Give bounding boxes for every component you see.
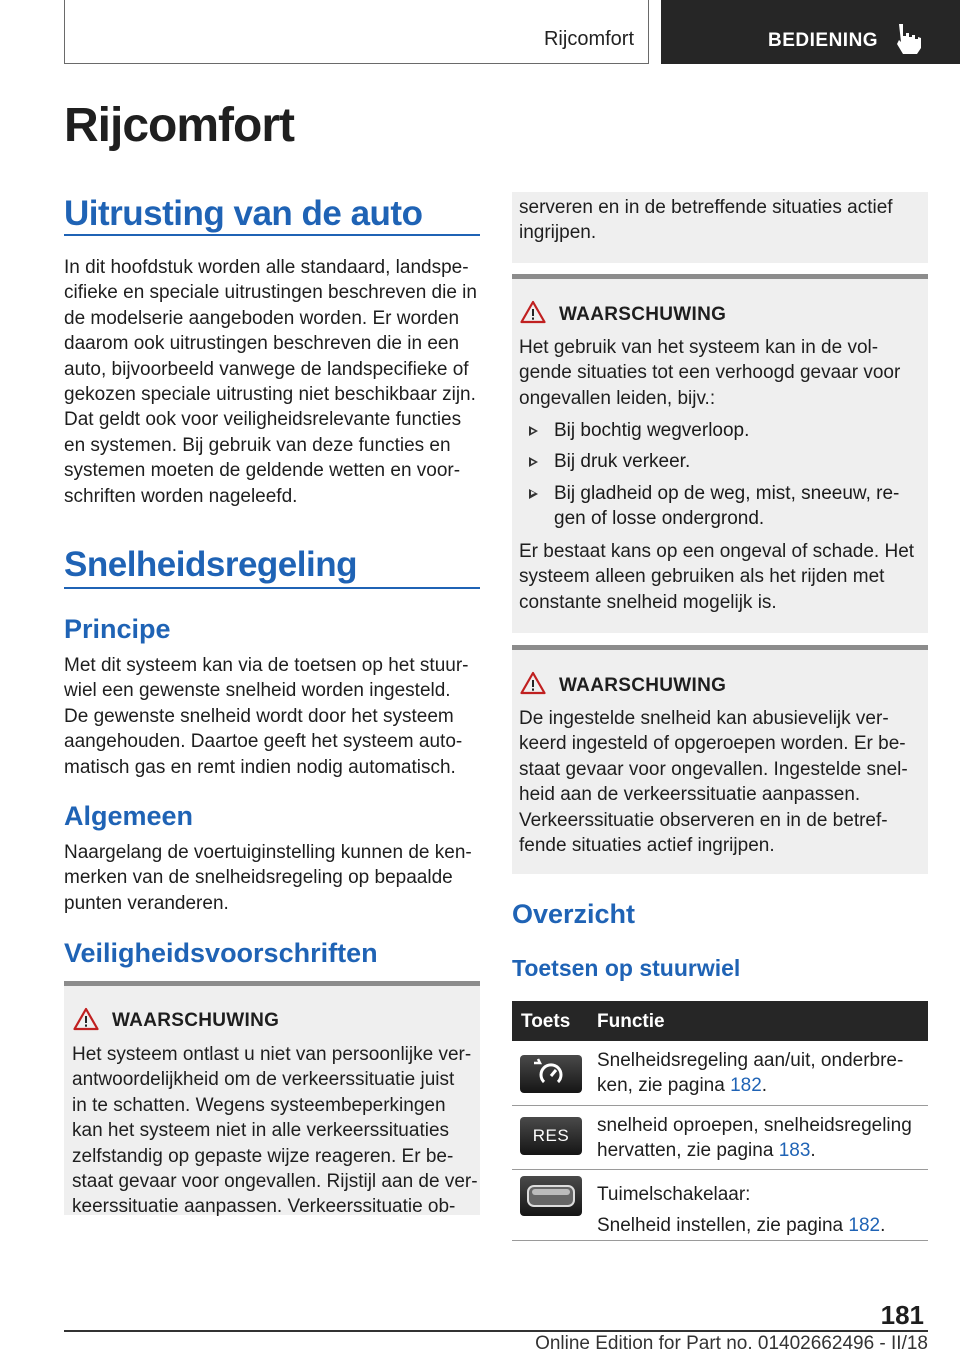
warning-text-continued: serveren en in de betreffende situaties actief ingrijpen.: [519, 197, 893, 244]
paragraph-algemeen: Naargelang de voertuiginstelling kunnen de ken- merken van de snelheidsregeling op bepaalde punten veranderen.: [64, 842, 472, 914]
warning-triangle-icon: [520, 300, 546, 324]
column-header-toets: Toets: [521, 1011, 571, 1032]
list-item: Bij druk verkeer.: [519, 449, 924, 474]
heading-rule: [64, 587, 480, 589]
res-button-icon: RES: [520, 1117, 582, 1155]
heading-algemeen: Algemeen: [64, 801, 194, 831]
column-header-functie: Functie: [597, 1011, 665, 1032]
cruise-control-icon: [520, 1055, 582, 1093]
heading-toetsen-op-stuurwiel: Toetsen op stuurwiel: [512, 955, 741, 981]
warning-text: Het gebruik van het systeem kan in de vol- gende situaties tot een verhoogd gevaar voor ongevallen leiden, bijv.:: [519, 337, 901, 409]
header-section-box: [64, 0, 649, 64]
warning-title: WAARSCHUWING: [559, 675, 727, 696]
warning-text: De ingestelde snelheid kan abusievelijk ver- keerd ingesteld of opgeroepen worden. Er be- staat gevaar voor ongevallen. Ingestelde snel- heid aan de verkeerssituatie aanpassen. Verkeerssituatie observeren en in de betref- fende situaties actief ingrijpen.: [519, 708, 908, 857]
warning-bullet-list: [519, 418, 924, 538]
table-header: [512, 1001, 928, 1041]
heading-rule: [64, 234, 480, 236]
heading-veiligheidsvoorschriften: Veiligheidsvoorschriften: [64, 938, 378, 968]
table-row: Tuimelschakelaar: Snelheid instellen, zie pagina 182.: [512, 1170, 928, 1241]
page-link[interactable]: 183: [778, 1140, 811, 1162]
table-row: Snelheidsregeling aan/uit, onderbre- ken, zie pagina 182.: [512, 1041, 928, 1106]
footer-edition: Online Edition for Part no. 01402662496 - II/18: [535, 1333, 928, 1354]
warning-title: WAARSCHUWING: [559, 304, 727, 325]
paragraph-principe: Met dit systeem kan via de toetsen op het stuur- wiel een gewenste snelheid worden ingesteld. De gewenste snelheid wordt door het systeem aangehouden. Daartoe geeft het systeem auto- matisch gas en remt indien nodig automatisch.: [64, 655, 469, 778]
footer-rule: [64, 1330, 928, 1332]
warning-triangle-icon: [520, 671, 546, 695]
list-item: Bij bochtig wegverloop.: [519, 418, 924, 443]
heading-principe: Principe: [64, 614, 171, 644]
warning-text: Het systeem ontlast u niet van persoonlijke ver- antwoordelijkheid om de verkeerssituatie juist in te schatten. Wegens systeembeperkingen kan het systeem niet in alle verkeerssituaties zelfstandig op gepaste wijze reageren. Er be- staat gevaar voor ongevallen. Rijstijl aan de ver- keerssituatie aanpassen. Verkeerssituatie ob-: [72, 1044, 478, 1218]
warning-triangle-icon: [73, 1007, 99, 1031]
table-row: RES snelheid oproepen, snelheidsregeling hervatten, zie pagina 183.: [512, 1106, 928, 1170]
paragraph-uitrusting: In dit hoofdstuk worden alle standaard, landspe- cifieke en speciale uitrustingen beschreven die in de modelserie aangeboden worden. Er worden daarom ook uitrustingen beschreven die in een auto, bijvoorbeeld vanwege de landspecifieke of gekozen speciale uitrusting niet beschikbaar zijn. Dat geldt ook voor veiligheidsrelevante functies en systemen. Bij gebruik van deze functies en systemen moeten de geldende wetten en voor- schriften worden nageleefd.: [64, 257, 477, 507]
rocker-switch-icon: [520, 1176, 582, 1216]
page-title: Rijcomfort: [64, 99, 294, 152]
page-number: 181: [880, 1300, 924, 1330]
heading-snelheidsregeling: Snelheidsregeling: [64, 545, 357, 584]
hand-pointer-icon: [893, 22, 925, 56]
page-link[interactable]: 182: [848, 1215, 881, 1236]
warning-text-outro: Er bestaat kans op een ongeval of schade. Het systeem alleen gebruiken als het rijden met constante snelheid mogelijk is.: [519, 541, 915, 613]
page-link[interactable]: 182: [730, 1075, 762, 1097]
header-section-title: Rijcomfort: [543, 28, 634, 50]
buttons-table: [512, 1001, 928, 1241]
list-item: Bij gladheid op de weg, mist, sneeuw, re- gen of losse ondergrond.: [519, 481, 924, 532]
header-chapter-title: BEDIENING: [768, 30, 879, 51]
heading-overzicht: Overzicht: [512, 899, 636, 929]
warning-title: WAARSCHUWING: [112, 1010, 280, 1031]
heading-uitrusting: Uitrusting van de auto: [64, 194, 423, 233]
header-chapter-tab: [661, 0, 960, 64]
